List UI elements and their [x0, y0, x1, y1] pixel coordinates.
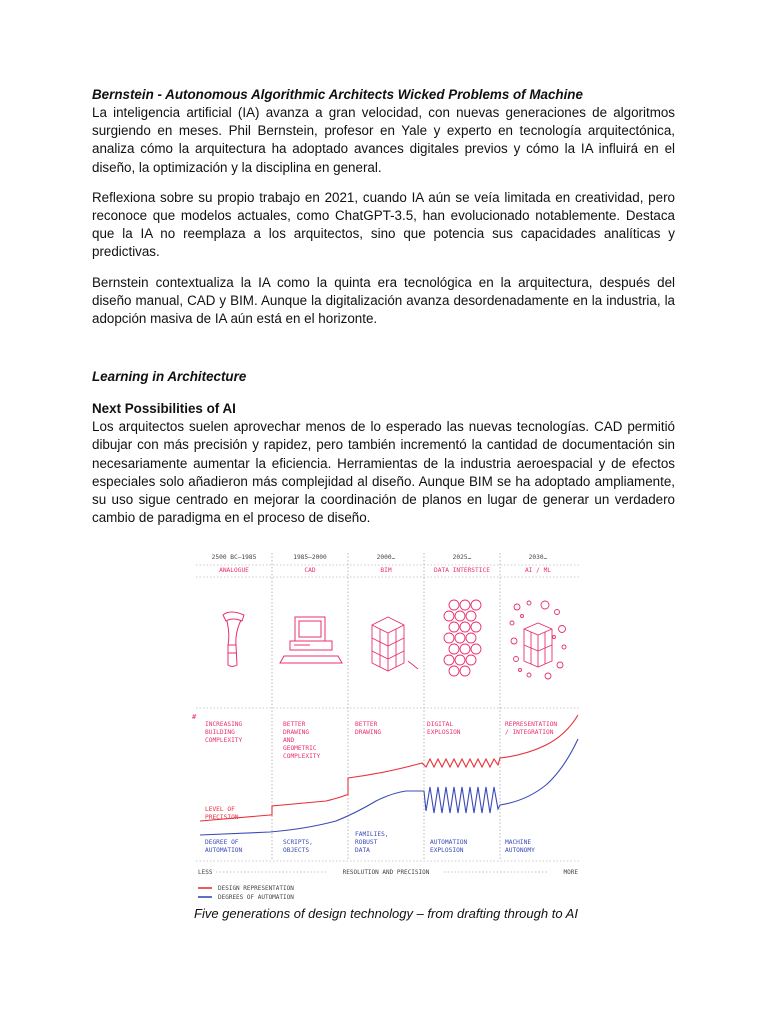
era-upper-label: INCREASING: [205, 721, 243, 728]
era-lower-label: DATA: [355, 847, 370, 854]
axis-title: RESOLUTION AND PRECISION: [342, 869, 430, 876]
era-upper-label: DIGITAL: [427, 721, 454, 728]
legend-design-representation: DESIGN REPRESENTATION: [218, 885, 294, 892]
era-lower-label: AUTOMATION: [205, 847, 243, 854]
next-heading: Next Possibilities of AI: [92, 401, 236, 417]
document-body: [92, 86, 675, 539]
era-lower-label: SCRIPTS,: [283, 839, 313, 846]
figure-caption: Five generations of design technology – from drafting through to AI: [194, 906, 578, 921]
era-upper-label: REPRESENTATION: [505, 721, 558, 728]
era-years: 2025…: [452, 554, 472, 561]
era-upper-label: COMPLEXITY: [205, 737, 243, 744]
era-lower-label: EXPLOSION: [430, 847, 464, 854]
era-headers: [212, 554, 552, 574]
era-upper-label: EXPLOSION: [427, 729, 461, 736]
next-paragraph-1: Los arquitectos suelen aprovechar menos de lo esperado las nuevas tecnologías. CAD permitió dibujar con más precisión y rapidez, pero también incrementó la cantidad de documentación sin necesariamente aumentar la eficiencia. Herramientas de la industria aeroespacial y de efectos especiales solo añadieron más complejidad al diseño. Aunque BIM se ha adoptado ampliamente, su uso sigue centrado en mejorar la coordinación de planos en lugar de generar un verdadero cambio de paradigma en el proceso de diseño.: [92, 419, 675, 526]
intro-paragraph-2: Reflexiona sobre su propio trabajo en 2021, cuando IA aún se veía limitada en creatividad, pero reconoce que modelos actuales, como ChatGPT-3.5, han evolucionado notablemente. Destaca que la IA no reemplaza a los arquitectos, sino que potencia sus capacidades analíticas y predictivas.: [92, 189, 675, 260]
era-lower-label: FAMILIES,: [355, 831, 389, 838]
ai-cube-icon: [510, 601, 566, 679]
era-years: 2500 BC–1985: [211, 554, 257, 561]
figure-legend: [198, 885, 294, 901]
era-lower-label: ROBUST: [355, 839, 378, 846]
axis-less-label: LESS: [198, 869, 213, 876]
era-upper-label: DRAWING: [355, 729, 382, 736]
figure-dividers: [196, 553, 581, 861]
era-upper-label: AND: [283, 737, 295, 744]
era-name: CAD: [304, 567, 316, 574]
era-years: 2030…: [528, 554, 548, 561]
era-upper-label: BUILDING: [205, 729, 235, 736]
intro-paragraph-3: Bernstein contextualiza la IA como la quinta era tecnológica en la arquitectura, después del diseño manual, CAD y BIM. Aunque la digitalización avanza desordenadamente en la industria, la adopción masiva de IA aún está en el horizonte.: [92, 274, 675, 327]
computer-icon: [280, 617, 342, 663]
era-lower-label: AUTOMATION: [430, 839, 468, 846]
era-upper-label: BETTER: [283, 721, 306, 728]
level-of-precision-label: PRECISION: [205, 814, 239, 821]
era-upper-label: GEOMETRIC: [283, 745, 317, 752]
level-of-precision-label: LEVEL OF: [205, 806, 235, 813]
era-upper-label: / INTEGRATION: [505, 729, 554, 736]
intro-paragraph-1: La inteligencia artificial (IA) avanza a gran velocidad, con nuevas generaciones de algoritmos surgiendo en meses. Phil Bernstein, profesor en Yale y experto en tecnología arquitectónica, analiza cómo la arquitectura ha adoptado avances digitales previos y cómo la IA influirá en el diseño, la optimización y la disciplina en general.: [92, 105, 675, 175]
era-name: AI / ML: [524, 567, 552, 574]
upper-labels: [205, 721, 557, 760]
building-cube-icon: [372, 617, 418, 671]
design-technology-figure: [186, 545, 586, 905]
era-lower-label: OBJECTS: [283, 847, 310, 854]
era-lower-label: AUTONOMY: [505, 847, 535, 854]
scroll-icon: [223, 612, 244, 667]
era-name: ANALOGUE: [219, 567, 249, 574]
era-upper-label: COMPLEXITY: [283, 753, 321, 760]
axis-more-label: MORE: [563, 869, 578, 876]
legend-degrees-of-automation: DEGREES OF AUTOMATION: [218, 894, 294, 901]
hash-mark: #: [192, 713, 197, 721]
era-lower-label: MACHINE: [505, 839, 532, 846]
circle-cluster-icon: [444, 600, 481, 676]
learning-heading: Learning in Architecture: [92, 369, 247, 385]
era-lower-label: DEGREE OF: [205, 839, 239, 846]
era-name: BIM: [380, 567, 392, 574]
era-name: DATA INTERSTICE: [434, 567, 490, 574]
lower-labels: [205, 831, 535, 854]
resolution-axis: [198, 869, 578, 876]
degrees-of-automation-curve: [200, 739, 578, 835]
era-years: 1985–2000: [293, 554, 327, 561]
intro-heading: Bernstein - Autonomous Algorithmic Architects Wicked Problems of Machine: [92, 87, 583, 102]
era-upper-label: DRAWING: [283, 729, 310, 736]
era-upper-label: BETTER: [355, 721, 378, 728]
era-years: 2000…: [376, 554, 396, 561]
